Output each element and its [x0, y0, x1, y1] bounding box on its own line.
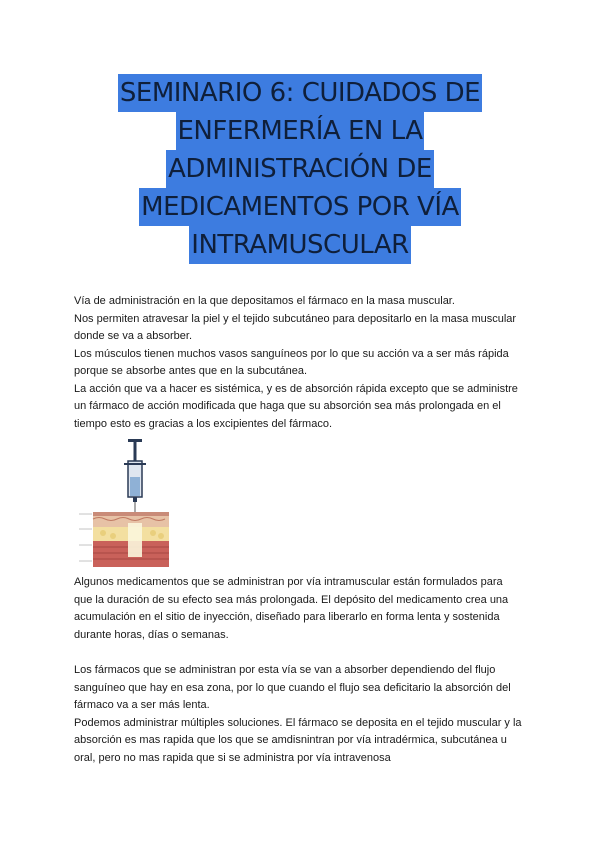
text-line: Podemos administrar múltiples soluciones. El fármaco se deposita en el tejido muscular y la — [74, 716, 522, 729]
text-line: tiempo esto es gracias a los excipientes del fármaco. — [74, 417, 333, 430]
title-line-3: ADMINISTRACIÓN DE — [166, 150, 434, 188]
title-line-4: MEDICAMENTOS POR VÍA — [139, 188, 461, 226]
absorption-paragraphs — [74, 662, 534, 767]
text-line: Nos permiten atravesar la piel y el tejido subcutáneo para depositarlo en la masa muscular — [74, 312, 517, 325]
title-line-5: INTRAMUSCULAR — [189, 226, 410, 264]
text-line: porque se absorbe antes que en la subcutánea. — [74, 365, 308, 377]
text-line: Los músculos tienen muchos vasos sanguíneos por lo que su acción va a ser más rápida — [74, 347, 509, 360]
depot-paragraph — [74, 574, 534, 644]
text-line: donde se va a absorber. — [74, 330, 193, 342]
syringe-icon — [77, 437, 169, 567]
intro-paragraphs — [74, 293, 534, 433]
text-line: Algunos medicamentos que se administran por vía intramuscular están formulados para — [74, 576, 503, 588]
text-line: un fármaco de acción modificada que haga que su absorción sea más prolongada en el — [74, 400, 501, 412]
text-line: que la duración de su efecto sea más prolongada. El depósito del medicamento crea una — [74, 593, 509, 606]
text-line: acumulación en el sitio de inyección, diseñado para liberarlo en forma lenta y sostenida — [74, 611, 500, 623]
text-line: durante horas, días o semanas. — [74, 628, 229, 641]
text-line: absorción es mas rapida que los que se amdisnintran por vía intradérmica, subcutánea u — [74, 734, 507, 746]
text-line: Los fármacos que se administran por esta vía se van a absorber dependiendo del flujo — [74, 664, 496, 676]
title-line-1: SEMINARIO 6: CUIDADOS DE — [118, 74, 482, 112]
text-line: La acción que va a hacer es sistémica, y es de absorción rápida excepto que se administre — [74, 382, 518, 395]
text-line: fármaco va a ser más lenta. — [74, 699, 210, 711]
text-line: sanguíneo que hay en esa zona, por lo que cuando el flujo sea deficitario la absorción del — [74, 681, 511, 694]
page-title — [0, 74, 600, 264]
text-line: Vía de administración en la que depositamos el fármaco en la masa muscular. — [74, 295, 455, 307]
title-line-2: ENFERMERÍA EN LA — [176, 112, 425, 150]
text-line: oral, pero no mas rapida que si se administra por vía intravenosa — [74, 751, 391, 764]
syringe-skin-layers-illustration — [77, 437, 169, 567]
